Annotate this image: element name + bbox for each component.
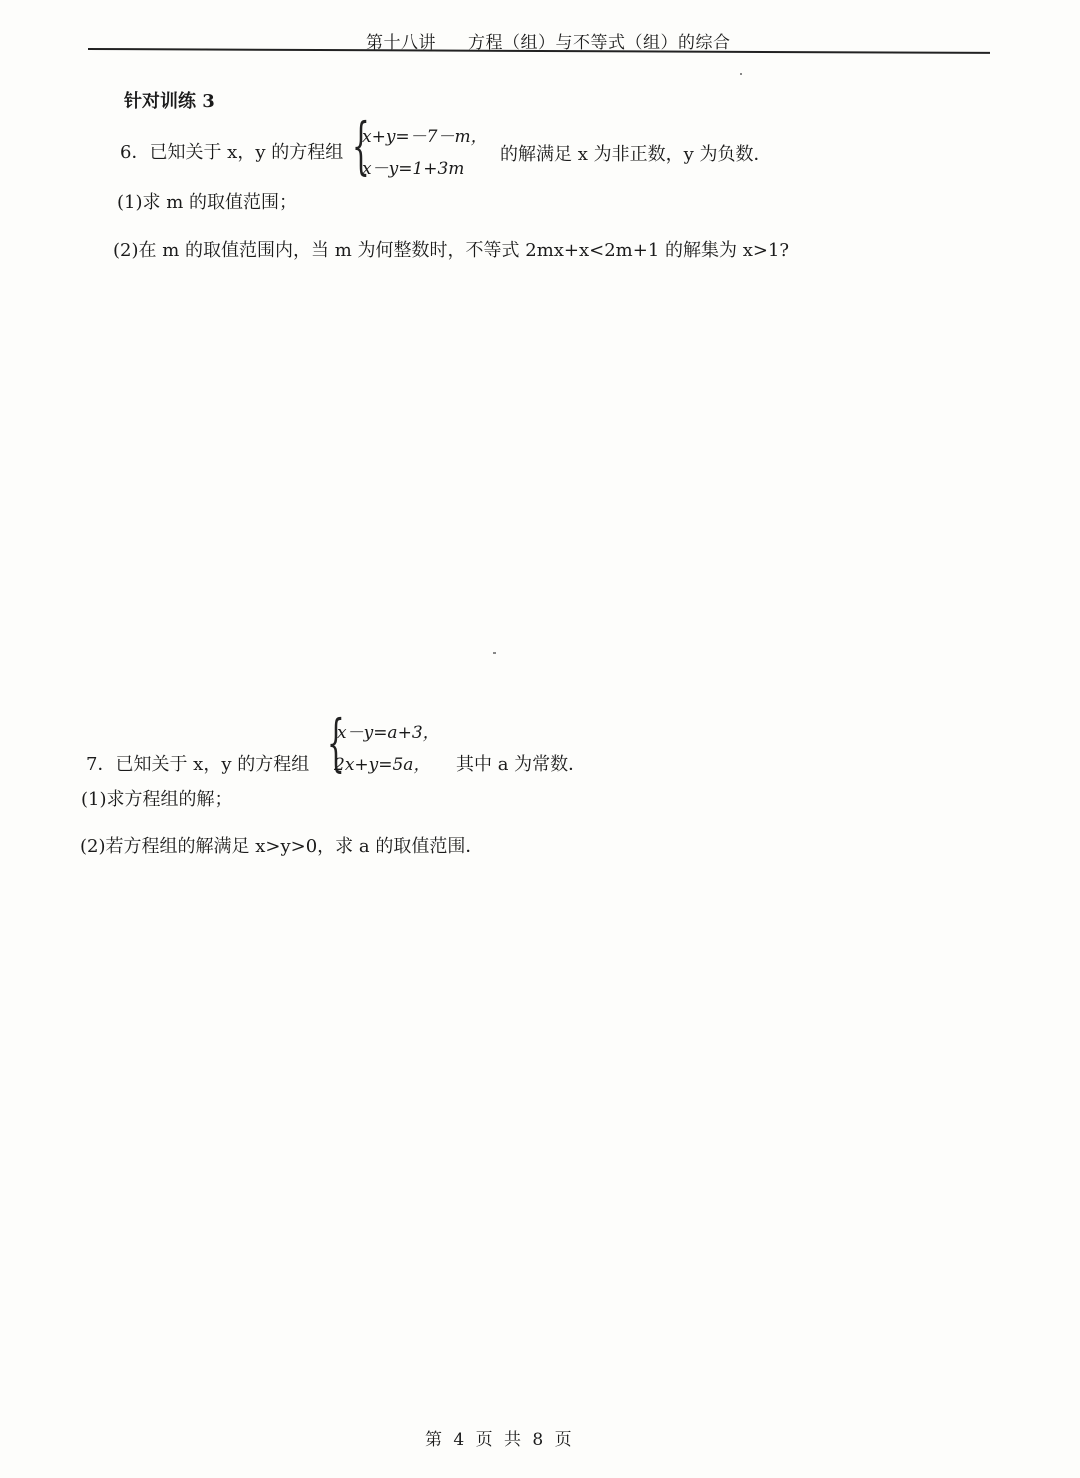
scan-speck [740,73,742,75]
problem-6-equation-1: x+y=－7－m， [362,127,488,147]
page-number: 第 4 页 共 8 页 [425,1430,575,1450]
problem-7-equation-1: x－y=a+3， [337,723,440,743]
scan-speck [493,652,496,654]
problem-7-part-1: (1)求方程组的解； [81,789,233,810]
problem-7-part-2: (2)若方程组的解满足 x>y>0，求 a 的取值范围． [80,836,484,857]
problem-6-brace: { [352,109,370,182]
lecture-topic: 方程（组）与不等式（组）的综合 [468,33,731,53]
problem-6-tail: 的解满足 x 为非正数，y 为负数． [500,144,772,165]
problem-6-part-2: (2)在 m 的取值范围内，当 m 为何整数时，不等式 2mx+x<2m+1 的解集为 x>1? [113,240,790,261]
problem-7-equation-2: 2x+y=5a， [334,755,431,775]
problem-6-lead: 6．已知关于 x，y 的方程组 [120,142,344,163]
problem-7-lead: 7．已知关于 x，y 的方程组 [86,754,310,775]
section-title: 针对训练 3 [124,91,215,112]
problem-7-tail: 其中 a 为常数． [456,754,587,775]
lecture-number: 第十八讲 [366,33,436,53]
problem-6-equation-2: x－y=1+3m [362,159,465,179]
problem-6-part-1: (1)求 m 的取值范围； [117,192,298,213]
problem-7-brace: { [327,706,345,779]
